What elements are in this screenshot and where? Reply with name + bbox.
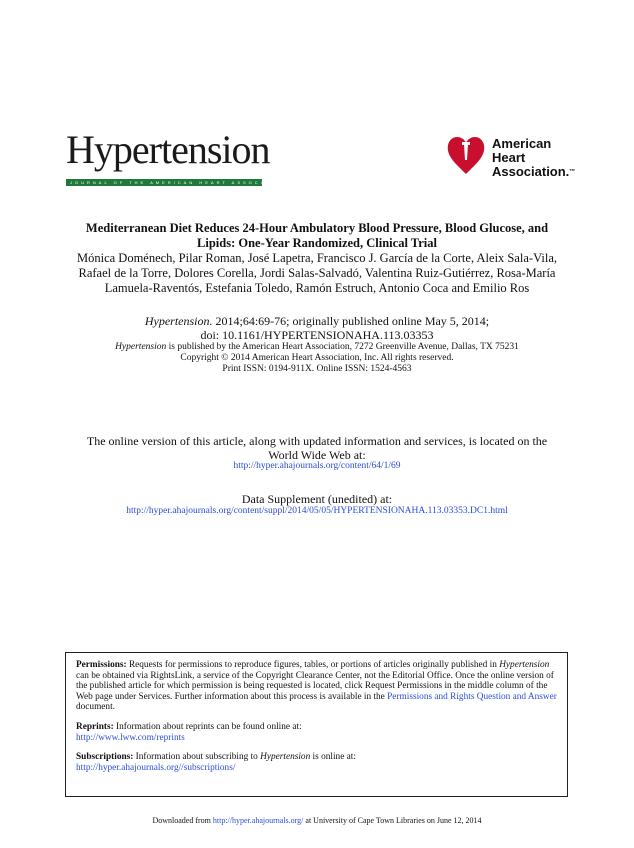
- download-suffix: at University of Cape Town Libraries on June 12, 2014: [303, 816, 482, 825]
- online-version-url-row: [0, 461, 634, 472]
- permissions-text-3: document.: [76, 702, 115, 713]
- subscriptions-text-2: is online at:: [310, 752, 356, 763]
- authors-line-1: Mónica Doménech, Pilar Roman, José Lapetra, Francisco J. García de la Corte, Aleix Sala-Vila,: [76, 251, 557, 265]
- subscriptions-journal: Hypertension: [260, 752, 311, 763]
- reprints-paragraph: [76, 722, 557, 743]
- copyright-line: Copyright © 2014 American Heart Association, Inc. All rights reserved.: [180, 353, 454, 363]
- online-version-line-1: The online version of this article, along with updated information and services, is located on the: [86, 434, 548, 448]
- citation-journal: Hypertension.: [144, 314, 213, 328]
- online-version-link[interactable]: http://hyper.ahajournals.org/content/64/1/69: [233, 461, 401, 471]
- aha-line-2: Heart: [492, 150, 526, 165]
- subscriptions-link[interactable]: http://hyper.ahajournals.org//subscriptions/: [76, 762, 236, 773]
- permissions-heading: Permissions:: [76, 660, 127, 670]
- article-title: [0, 221, 634, 251]
- citation-details: 2014;64:69-76; originally published online May 5, 2014;: [212, 314, 490, 328]
- issn-line: Print ISSN: 0194-911X. Online ISSN: 1524-4563: [222, 364, 412, 374]
- citation-doi: doi: 10.1161/HYPERTENSIONAHA.113.03353: [200, 328, 434, 342]
- permissions-journal: Hypertension: [499, 660, 550, 670]
- aha-line-3: Association.™: [492, 164, 576, 179]
- publisher-journal: Hypertension: [115, 342, 167, 352]
- author-list: [0, 251, 634, 296]
- journal-title: Hypertension: [66, 127, 270, 172]
- aha-line-1: American: [492, 136, 552, 151]
- publisher-text: is published by the American Heart Association, 7272 Greenville Avenue, Dallas, TX 75231: [166, 342, 519, 352]
- subscriptions-heading: Subscriptions:: [76, 752, 134, 763]
- article-title-line-2: Lipids: One-Year Randomized, Clinical Trial: [197, 236, 437, 250]
- reprints-link[interactable]: http://www.lww.com/reprints: [76, 732, 185, 743]
- online-version-line-2: World Wide Web at:: [268, 448, 366, 462]
- data-supplement-link[interactable]: http://hyper.ahajournals.org/content/suppl/2014/05/05/HYPERTENSIONAHA.113.03353.DC1.html: [126, 506, 508, 516]
- download-source-link[interactable]: http://hyper.ahajournals.org/: [212, 816, 304, 825]
- article-title-line-1: Mediterranean Diet Reduces 24-Hour Ambulatory Blood Pressure, Blood Glucose, and: [85, 221, 549, 235]
- reprints-heading: Reprints:: [76, 721, 114, 732]
- authors-line-2: Rafael de la Torre, Dolores Corella, Jordi Salas-Salvadó, Valentina Ruiz-Gutiérrez, Rosa-María: [78, 266, 556, 280]
- online-version-notice: [0, 434, 634, 462]
- data-supplement-url-row: [0, 506, 634, 517]
- citation: [0, 314, 634, 342]
- publisher-line: [0, 342, 634, 353]
- permissions-paragraph: [76, 660, 557, 713]
- download-footer: [0, 816, 634, 826]
- heart-torch-logo-icon: [444, 130, 488, 176]
- download-prefix: Downloaded from: [152, 816, 213, 825]
- data-supplement-label: Data Supplement (unedited) at:: [241, 492, 393, 506]
- citation-line: [0, 314, 634, 328]
- permissions-qa-link[interactable]: Permissions and Rights Question and Answer: [387, 691, 557, 702]
- authors-line-3: Lamuela-Raventós, Estefania Toledo, Ramón Estruch, Antonio Coca and Emilio Ros: [104, 281, 530, 295]
- permissions-info-box: [65, 652, 568, 797]
- subscriptions-paragraph: [76, 752, 557, 773]
- aha-trademark: ™: [569, 169, 576, 175]
- subscriptions-text: Information about subscribing to: [133, 752, 261, 763]
- permissions-text-2: can be obtained via RightsLink, a service of the Copyright Clearance Center, not the Editorial Office. Once the online version of the published article for which permission is being requested is located, click Request Permissions in the middle column of the Web page under Services. Further information about this process is available in the: [76, 670, 554, 702]
- publisher-info: [0, 342, 634, 375]
- permissions-text-1: Requests for permissions to reproduce figures, tables, or portions of articles originally published in: [126, 660, 500, 670]
- reprints-text: Information about reprints can be found online at:: [113, 721, 302, 732]
- journal-subtitle: JOURNAL OF THE AMERICAN HEART ASSOCIATION: [70, 180, 292, 185]
- aha-wordmark: [492, 137, 575, 179]
